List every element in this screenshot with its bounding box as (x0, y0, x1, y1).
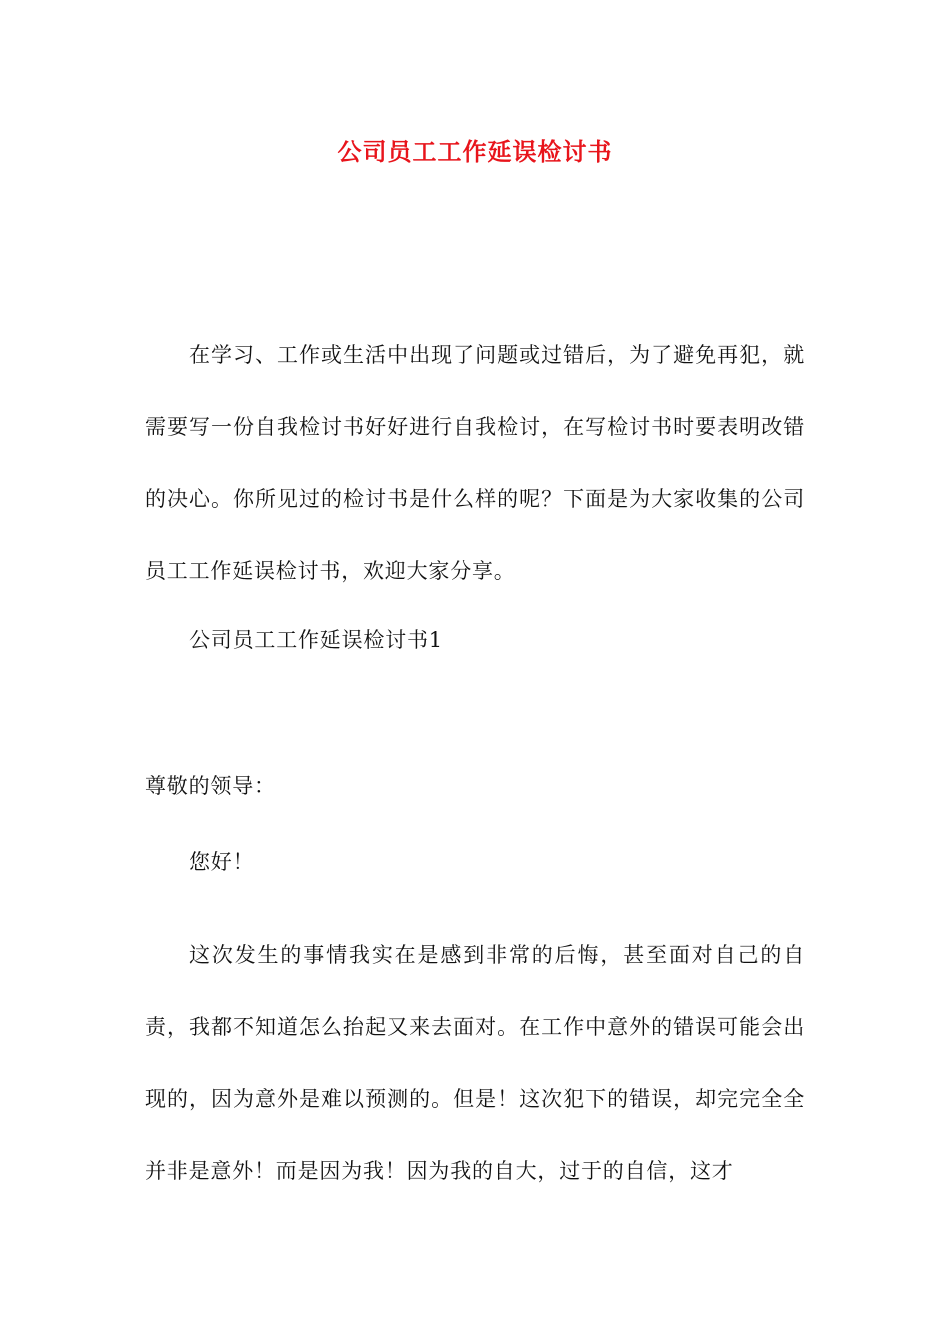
intro-paragraph: 在学习、工作或生活中出现了问题或过错后，为了避免再犯，就需要写一份自我检讨书好好进行自我检讨，在写检讨书时要表明改错的决心。你所见过的检讨书是什么样的呢？下面是为大家收集的公司员工工作延误检讨书，欢迎大家分享。 (145, 343, 805, 583)
document-title: 公司员工工作延误检讨书 (337, 137, 613, 166)
body-paragraph: 这次发生的事情我实在是感到非常的后悔，甚至面对自己的自责，我都不知道怎么抬起又来去面对。在工作中意外的错误可能会出现的，因为意外是难以预测的。但是！这次犯下的错误，却完完全全并非是意外！而是因为我！因为我的自大，过于的自信，这才 (145, 943, 805, 1183)
greeting: 您好！ (189, 850, 255, 874)
section-heading: 公司员工工作延误检讨书1 (189, 628, 443, 652)
salutation: 尊敬的领导： (145, 774, 276, 798)
